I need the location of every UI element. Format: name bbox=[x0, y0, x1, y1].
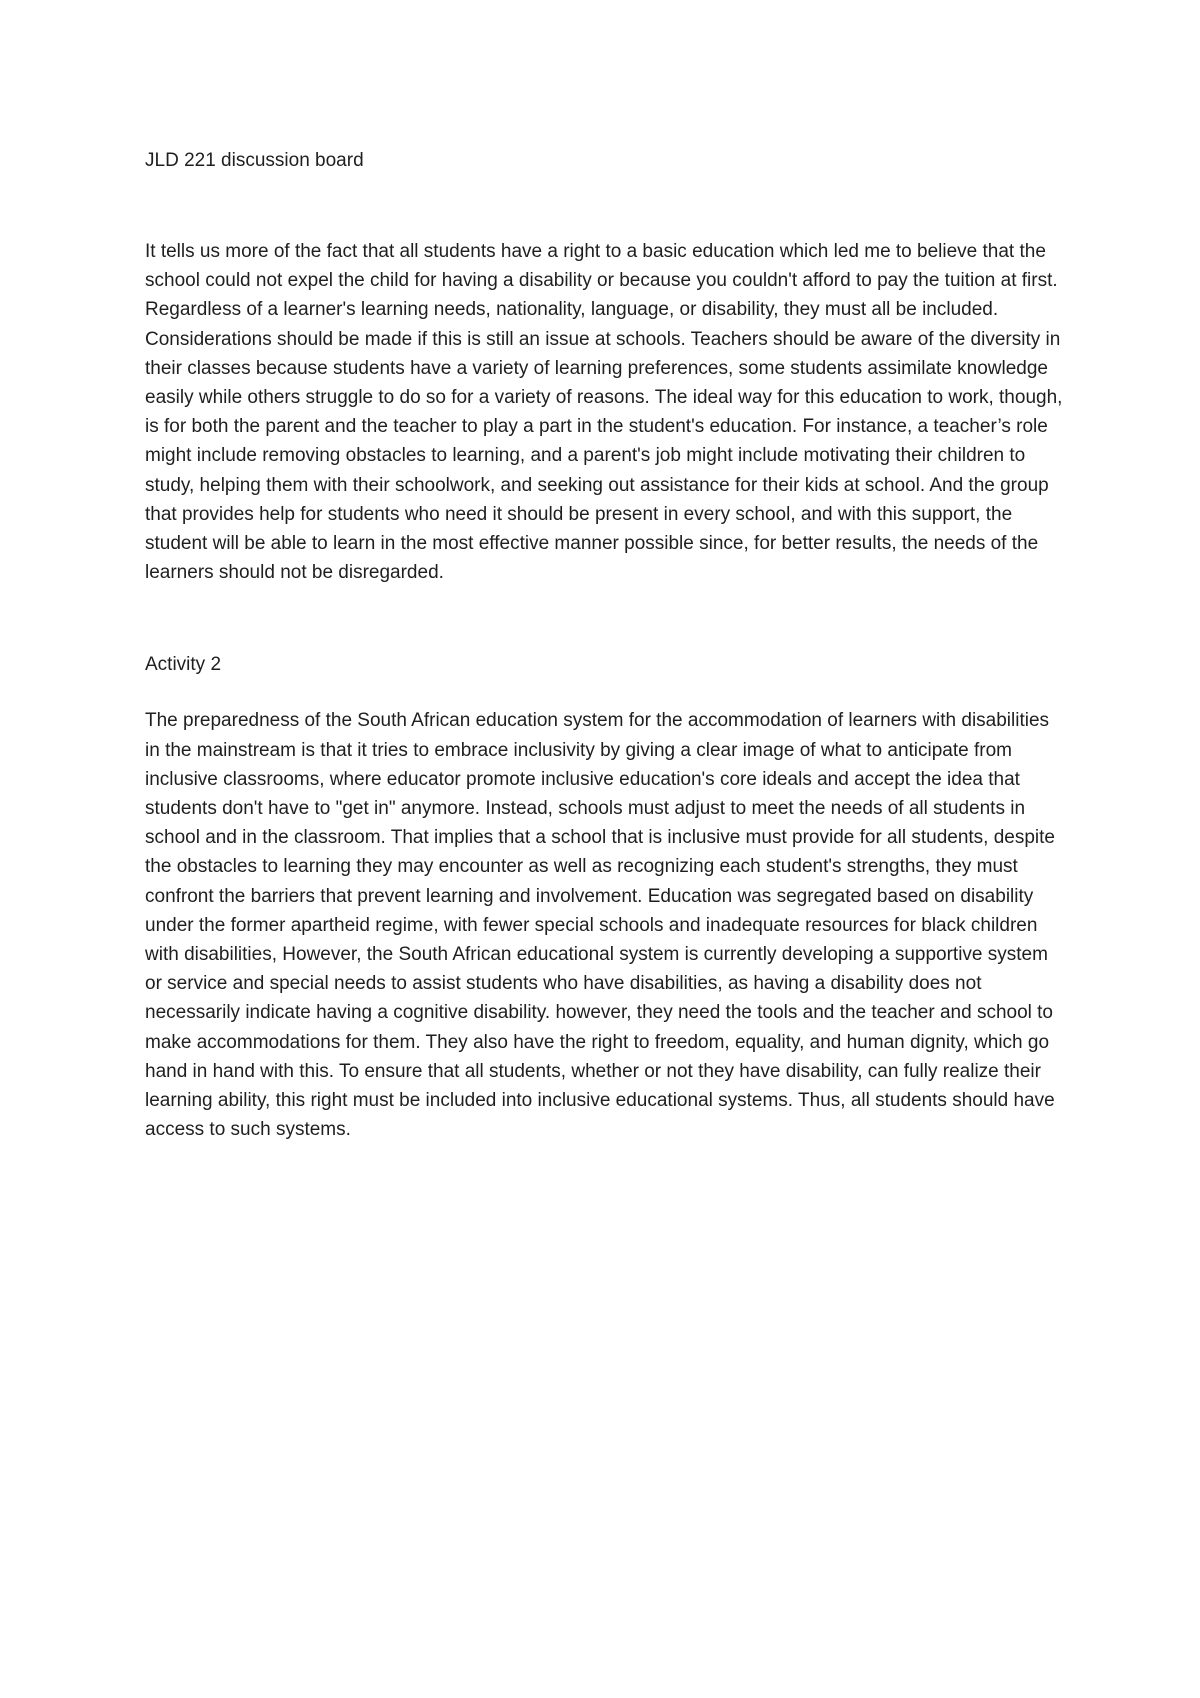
document-body bbox=[145, 146, 1065, 1144]
document-title: JLD 221 discussion board bbox=[145, 150, 364, 171]
discussion-paragraph: It tells us more of the fact that all students have a right to a basic education which led me to believe that the school could not expel the child for having a disability or because you couldn't afford to pay the tuition at first. Regardless of a learner's learning needs, nationality, language, or disability, they must all be included. Considerations should be made if this is still an issue at schools. Teachers should be aware of the diversity in their classes because students have a variety of learning preferences, some students assimilate knowledge easily while others struggle to do so for a variety of reasons. The ideal way for this education to work, though, is for both the parent and the teacher to play a part in the student's education. For instance, a teacher’s role might include removing obstacles to learning, and a parent's job might include motivating their children to study, helping them with their schoolwork, and seeking out assistance for their kids at school. And the group that provides help for students who need it should be present in every school, and with this support, the student will be able to learn in the most effective manner possible since, for better results, the needs of the learners should not be disregarded. bbox=[145, 241, 1063, 584]
activity-paragraph: The preparedness of the South African education system for the accommodation of learners with disabilities in the mainstream is that it tries to embrace inclusivity by giving a clear image of what to anticipate from inclusive classrooms, where educator promote inclusive education's core ideals and accept the idea that students don't have to "get in" anymore. Instead, schools must adjust to meet the needs of all students in school and in the classroom. That implies that a school that is inclusive must provide for all students, despite the obstacles to learning they may encounter as well as recognizing each student's strengths, they must confront the barriers that prevent learning and involvement. Education was segregated based on disability under the former apartheid regime, with fewer special schools and inadequate resources for black children with disabilities, However, the South African educational system is currently developing a supportive system or service and special needs to assist students who have disabilities, as having a disability does not necessarily indicate having a cognitive disability. however, they need the tools and the teacher and school to make accommodations for them. They also have the right to freedom, equality, and human dignity, which go hand in hand with this. To ensure that all students, whether or not they have disability, can fully realize their learning ability, this right must be included into inclusive educational systems. Thus, all students should have access to such systems. bbox=[145, 710, 1055, 1141]
activity-heading: Activity 2 bbox=[145, 654, 222, 676]
